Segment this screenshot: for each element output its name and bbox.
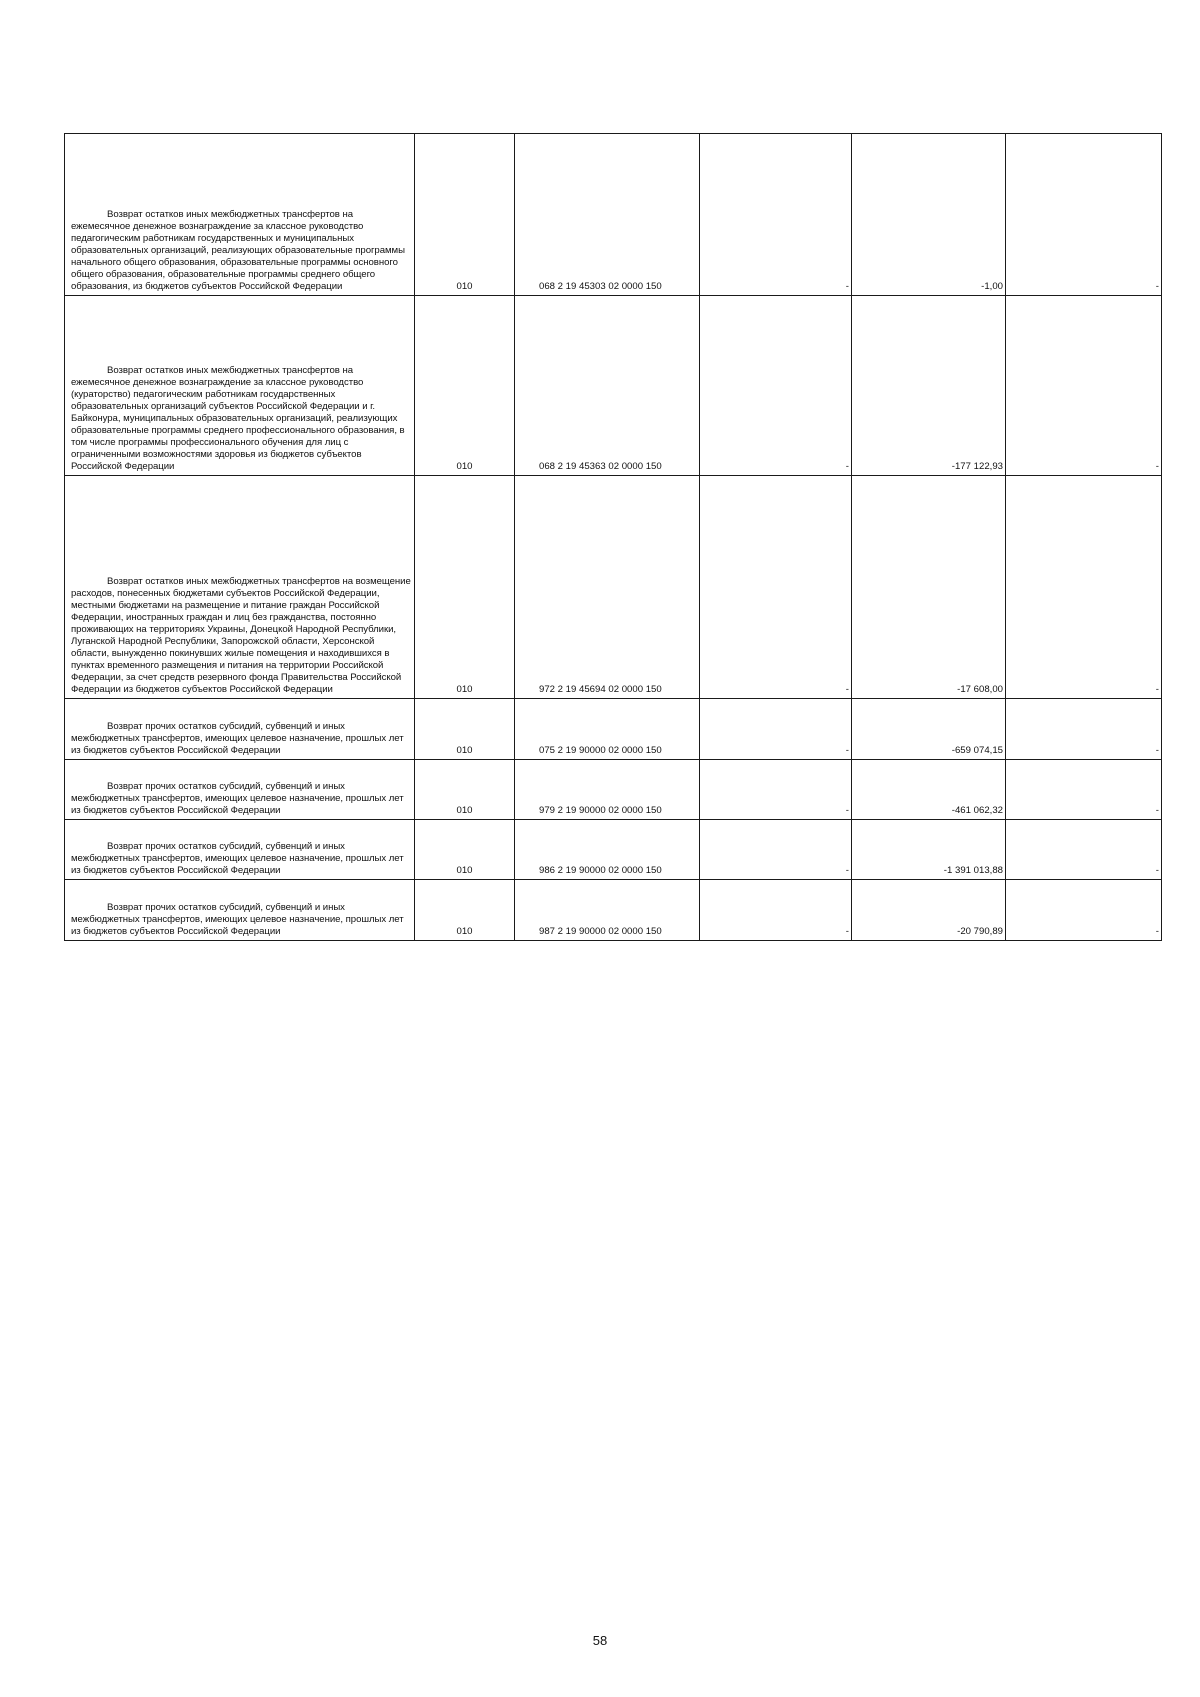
row-description-cell [65, 296, 415, 476]
line-code-cell: 010 [415, 760, 515, 820]
row-description-cell [65, 820, 415, 880]
table-row [65, 699, 1162, 760]
table-row [65, 296, 1162, 476]
column-6-cell: - [1006, 760, 1162, 820]
line-code-cell: 010 [415, 699, 515, 760]
row-description: Возврат остатков иных межбюджетных трансфертов на ежемесячное денежное вознаграждение за классное руководство педагогическим работникам государственных и муниципальных образовательных организаций, реализующих образовательные программы начального общего образования, образовательные программы основного общего образования, образовательные программы среднего общего образования, из бюджетов субъектов Российской Федерации [71, 209, 405, 292]
budget-code-cell: 075 2 19 90000 02 0000 150 [515, 699, 700, 760]
column-4-cell: - [700, 134, 852, 296]
table-row [65, 476, 1162, 699]
table-row [65, 820, 1162, 880]
column-6-cell: - [1006, 880, 1162, 941]
column-4-cell: - [700, 476, 852, 699]
budget-code-cell: 979 2 19 90000 02 0000 150 [515, 760, 700, 820]
budget-code-cell: 972 2 19 45694 02 0000 150 [515, 476, 700, 699]
row-description: Возврат прочих остатков субсидий, субвенций и иных межбюджетных трансфертов, имеющих целевое назначение, прошлых лет из бюджетов субъектов Российской Федерации [71, 841, 404, 876]
table-row [65, 880, 1162, 941]
line-code-cell: 010 [415, 296, 515, 476]
table-row [65, 760, 1162, 820]
column-4-cell: - [700, 296, 852, 476]
column-5-cell: -17 608,00 [852, 476, 1006, 699]
budget-code-cell: 068 2 19 45303 02 0000 150 [515, 134, 700, 296]
line-code-cell: 010 [415, 134, 515, 296]
page-number: 58 [592, 1633, 608, 1648]
budget-code-cell: 986 2 19 90000 02 0000 150 [515, 820, 700, 880]
column-5-cell: -1 391 013,88 [852, 820, 1006, 880]
budget-code-cell: 987 2 19 90000 02 0000 150 [515, 880, 700, 941]
column-5-cell: -20 790,89 [852, 880, 1006, 941]
row-description: Возврат остатков иных межбюджетных трансфертов на ежемесячное денежное вознаграждение за классное руководство (кураторство) педагогическим работникам государственных образовательных организаций субъектов Российской Федерации и г. Байконура, муниципальных образовательных организаций, реализующих образовательные программы среднего профессионального образования, в том числе программы профессионального обучения для лиц с ограниченными возможностями здоровья из бюджетов субъектов Российской Федерации [71, 365, 405, 472]
column-4-cell: - [700, 760, 852, 820]
column-5-cell: -1,00 [852, 134, 1006, 296]
column-5-cell: -659 074,15 [852, 699, 1006, 760]
line-code-cell: 010 [415, 880, 515, 941]
row-description: Возврат прочих остатков субсидий, субвенций и иных межбюджетных трансфертов, имеющих целевое назначение, прошлых лет из бюджетов субъектов Российской Федерации [71, 902, 404, 937]
budget-code-cell: 068 2 19 45363 02 0000 150 [515, 296, 700, 476]
column-6-cell: - [1006, 699, 1162, 760]
line-code-cell: 010 [415, 476, 515, 699]
row-description-cell [65, 880, 415, 941]
column-6-cell: - [1006, 476, 1162, 699]
row-description-cell [65, 476, 415, 699]
column-4-cell: - [700, 880, 852, 941]
line-code-cell: 010 [415, 820, 515, 880]
table-row [65, 134, 1162, 296]
row-description: Возврат прочих остатков субсидий, субвенций и иных межбюджетных трансфертов, имеющих целевое назначение, прошлых лет из бюджетов субъектов Российской Федерации [71, 721, 404, 756]
column-6-cell: - [1006, 134, 1162, 296]
revenue-report-table [64, 133, 1162, 941]
column-6-cell: - [1006, 296, 1162, 476]
row-description: Возврат остатков иных межбюджетных трансфертов на возмещение расходов, понесенных бюджетами субъектов Российской Федерации, местными бюджетами на размещение и питание граждан Российской Федерации, иностранных граждан и лиц без гражданства, постоянно проживающих на территориях Украины, Донецкой Народной Республики, Луганской Народной Республики, Запорожской области, Херсонской области, вынужденно покинувших жилые помещения и находившихся в пунктах временного размещения и питания на территории Российской Федерации, за счет средств резервного фонда Правительства Российской Федерации из бюджетов субъектов Российской Федерации [71, 576, 411, 695]
column-4-cell: - [700, 820, 852, 880]
column-4-cell: - [700, 699, 852, 760]
column-5-cell: -461 062,32 [852, 760, 1006, 820]
row-description-cell [65, 134, 415, 296]
row-description-cell [65, 760, 415, 820]
row-description-cell [65, 699, 415, 760]
column-5-cell: -177 122,93 [852, 296, 1006, 476]
column-6-cell: - [1006, 820, 1162, 880]
row-description: Возврат прочих остатков субсидий, субвенций и иных межбюджетных трансфертов, имеющих целевое назначение, прошлых лет из бюджетов субъектов Российской Федерации [71, 781, 404, 816]
